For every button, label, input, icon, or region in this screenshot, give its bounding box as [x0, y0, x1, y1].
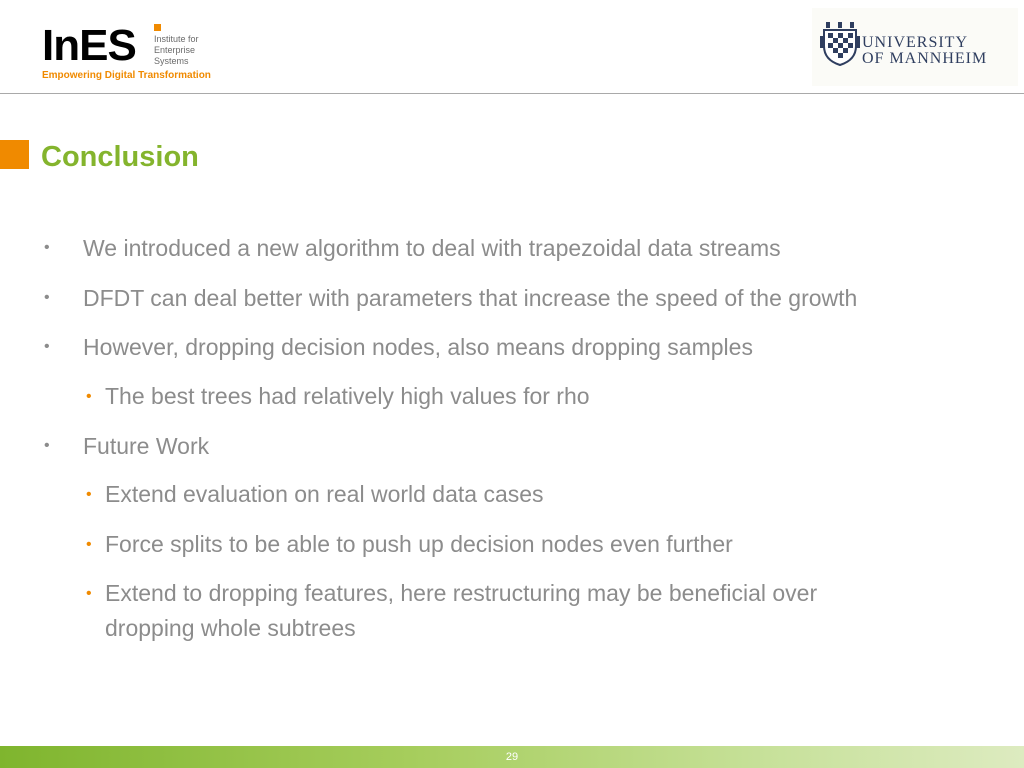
- sub-bullet-marker: •: [86, 585, 92, 602]
- sub-bullet-marker: •: [86, 486, 92, 503]
- university-name-line1: UNIVERSITY: [862, 34, 968, 51]
- bullet-marker: •: [44, 239, 50, 256]
- university-logo: [812, 8, 1018, 86]
- slide-footer: [0, 746, 1024, 768]
- ines-logo-dot: [154, 24, 161, 31]
- page-number: 29: [505, 751, 519, 763]
- slide-title: Conclusion: [41, 141, 199, 173]
- sub-bullet-text: Force splits to be able to push up decision nodes even further: [105, 531, 733, 557]
- ines-logo: [42, 22, 212, 84]
- sub-bullet-text: Extend to dropping features, here restructuring may be beneficial over: [105, 580, 818, 606]
- bullet-marker: •: [44, 289, 50, 306]
- sub-bullet-marker: •: [86, 536, 92, 553]
- sub-bullet-marker: •: [86, 388, 92, 405]
- slide-header: [0, 0, 1024, 93]
- ines-logo-mark: InES: [42, 21, 136, 70]
- university-name: [862, 35, 987, 67]
- bullet-marker: •: [44, 338, 50, 355]
- ines-logo-subtitle: Institute for Enterprise Systems: [154, 34, 199, 66]
- sub-bullet-text: The best trees had relatively high values for rho: [105, 383, 590, 409]
- bullet-text: DFDT can deal better with parameters that increase the speed of the growth: [83, 285, 858, 311]
- sub-bullet-text-continuation: dropping whole subtrees: [105, 615, 356, 641]
- ines-logo-tagline: Empowering Digital Transformation: [42, 70, 211, 81]
- header-divider: [0, 93, 1024, 94]
- university-name-line2: OF MANNHEIM: [862, 50, 988, 67]
- university-crest-icon: [820, 22, 860, 66]
- bullet-text: We introduced a new algorithm to deal with trapezoidal data streams: [83, 235, 781, 261]
- sub-bullet-text: Extend evaluation on real world data cases: [105, 481, 544, 507]
- bullet-text: However, dropping decision nodes, also means dropping samples: [83, 334, 753, 360]
- bullet-marker: •: [44, 437, 50, 454]
- title-accent-square: [0, 140, 29, 169]
- bullet-text: Future Work: [83, 433, 210, 459]
